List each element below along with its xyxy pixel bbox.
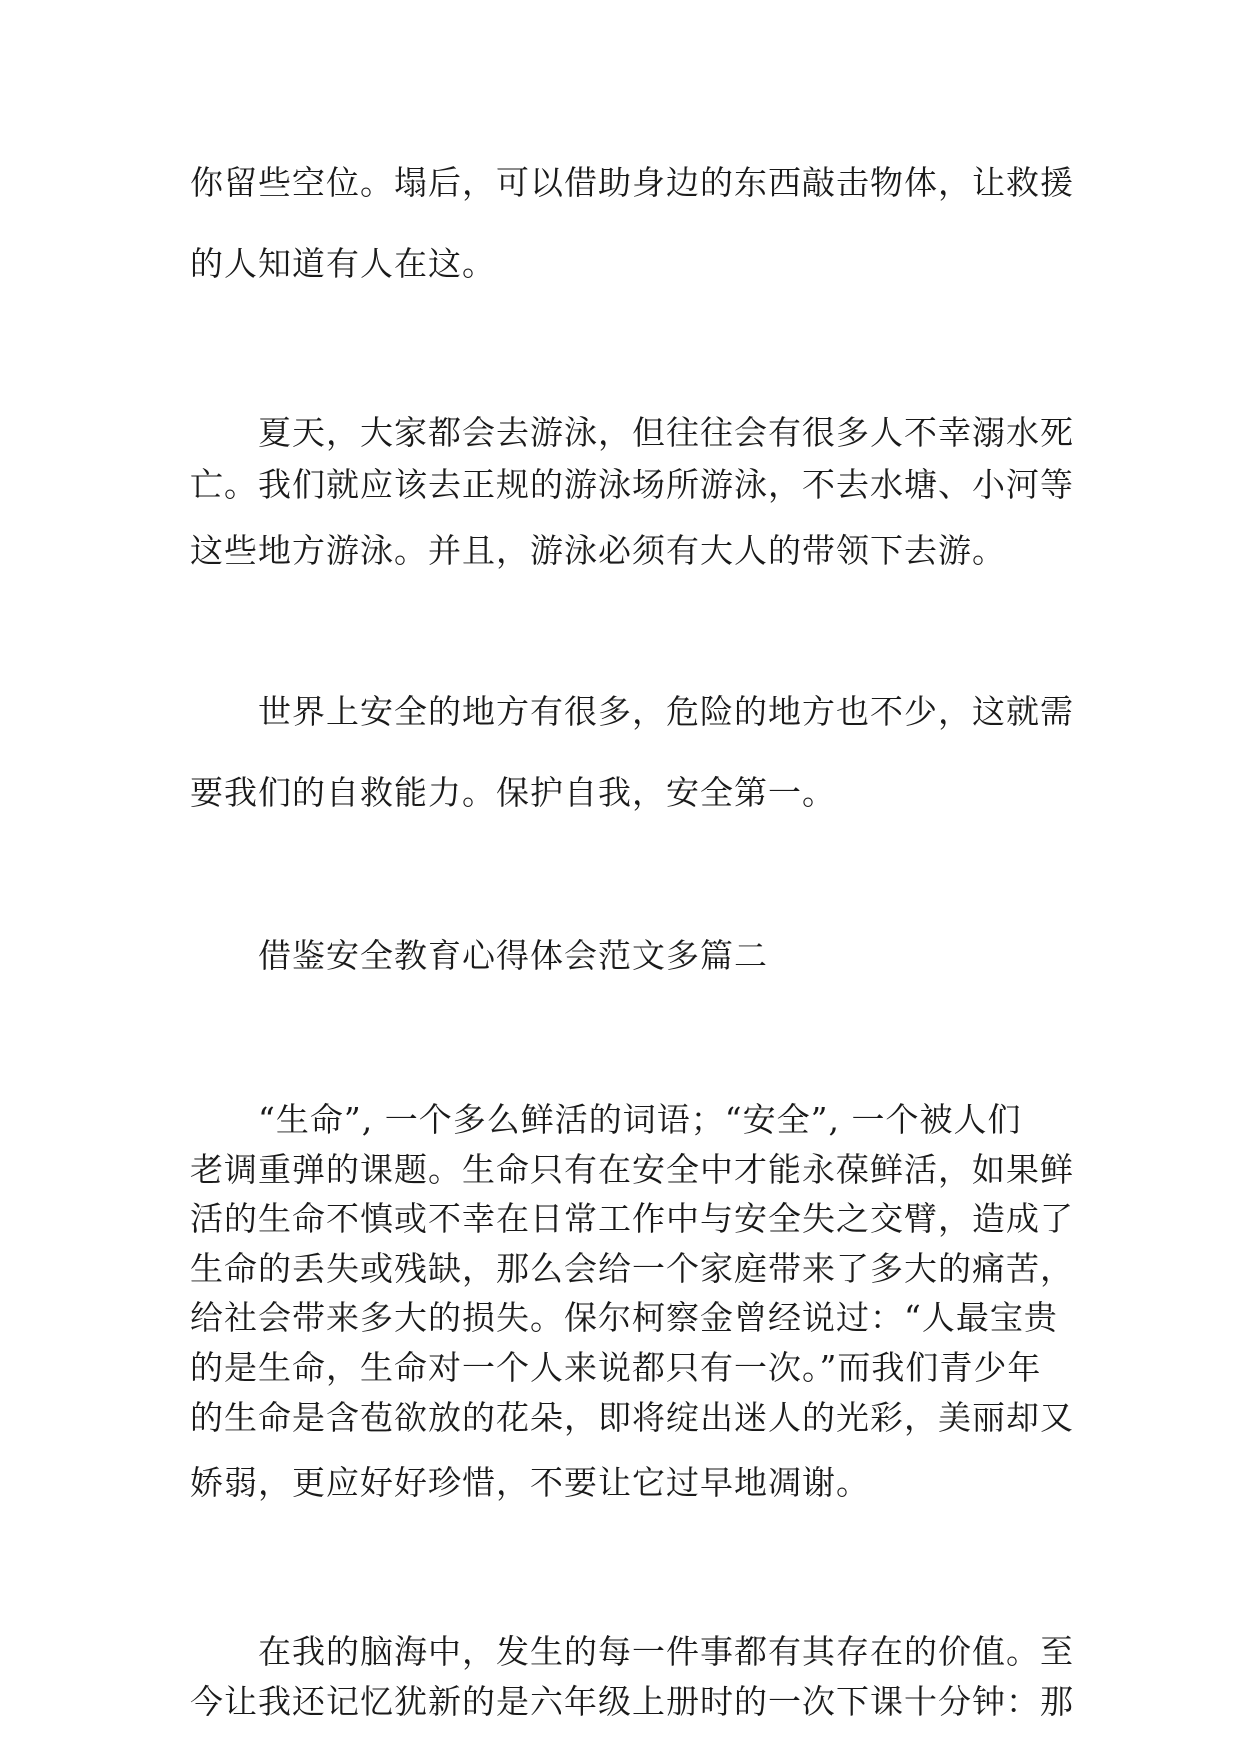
paragraph-line: 娇弱，更应好好珍惜，不要让它过早地凋谢。 (190, 1463, 870, 1502)
paragraph-line: 给社会带来多大的损失。保尔柯察金曾经说过：“人最宝贵 (190, 1298, 1058, 1337)
paragraph-line: 的是生命，生命对一个人来说都只有一次。”而我们青少年 (190, 1348, 1042, 1387)
section-heading: 借鉴安全教育心得体会范文多篇二 (258, 936, 768, 975)
paragraph-line: 的人知道有人在这。 (190, 244, 496, 283)
paragraph-line: 老调重弹的课题。生命只有在安全中才能永葆鲜活，如果鲜 (190, 1150, 1074, 1189)
paragraph-line: 生命的丢失或残缺，那么会给一个家庭带来了多大的痛苦， (190, 1249, 1074, 1288)
paragraph-line: 这些地方游泳。并且，游泳必须有大人的带领下去游。 (190, 531, 1006, 570)
paragraph-line: “生命”, 一个多么鲜活的词语；“安全”, 一个被人们 (258, 1100, 1022, 1139)
paragraph-line: 世界上安全的地方有很多，危险的地方也不少，这就需 (258, 692, 1074, 731)
paragraph-line: 今让我还记忆犹新的是六年级上册时的一次下课十分钟：那 (190, 1682, 1074, 1721)
paragraph-line: 要我们的自救能力。保护自我，安全第一。 (190, 773, 836, 812)
paragraph-line: 活的生命不慎或不幸在日常工作中与安全失之交臂，造成了 (190, 1199, 1074, 1238)
paragraph-line: 你留些空位。塌后，可以借助身边的东西敲击物体，让救援 (190, 163, 1074, 202)
paragraph-line: 亡。我们就应该去正规的游泳场所游泳，不去水塘、小河等 (190, 465, 1074, 504)
paragraph-line: 在我的脑海中，发生的每一件事都有其存在的价值。至 (258, 1632, 1074, 1671)
paragraph-line: 的生命是含苞欲放的花朵，即将绽出迷人的光彩，美丽却又 (190, 1398, 1074, 1437)
paragraph-line: 夏天，大家都会去游泳，但往往会有很多人不幸溺水死 (258, 413, 1074, 452)
